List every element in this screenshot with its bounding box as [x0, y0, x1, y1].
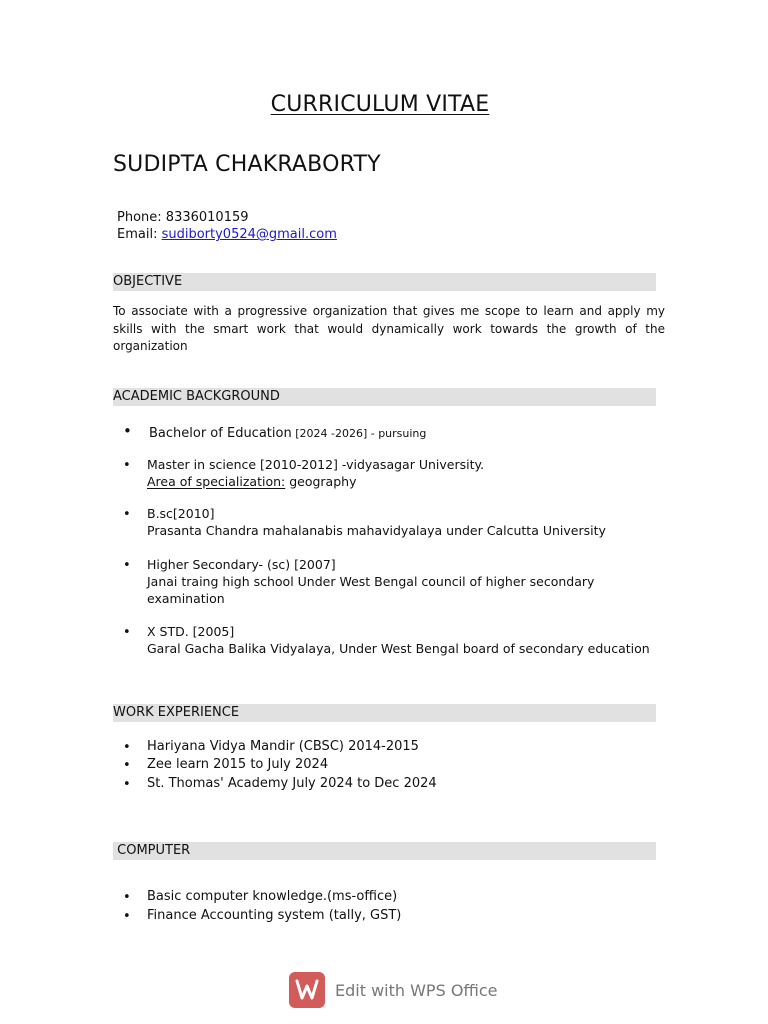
academic-institution-cont: examination	[147, 591, 225, 606]
bullet-icon: •	[123, 507, 131, 522]
phone-line	[117, 210, 249, 225]
email-link[interactable]: sudiborty0524@gmail.com	[161, 227, 337, 242]
wps-logo-icon	[289, 972, 325, 1008]
academic-institution: Prasanta Chandra mahalanabis mahavidyalaya under Calcutta University	[147, 523, 606, 538]
academic-item-msc	[147, 456, 484, 490]
computer-item: Finance Accounting system (tally, GST)	[147, 908, 402, 923]
section-header-work	[113, 704, 656, 722]
academic-institution: Janai traing high school Under West Bengal council of higher secondary	[147, 574, 595, 589]
section-header-academic	[113, 388, 656, 406]
document-title: CURRICULUM VITAE	[270, 92, 490, 117]
bullet-icon: •	[123, 909, 131, 924]
academic-item-hs	[147, 556, 594, 607]
bullet-icon: •	[123, 558, 131, 573]
bullet-icon: •	[123, 625, 131, 640]
wps-watermark[interactable]	[289, 972, 499, 1010]
computer-item: Basic computer knowledge.(ms-office)	[147, 889, 398, 904]
bullet-icon: •	[123, 758, 131, 773]
objective-text: To associate with a progressive organization that gives me scope to learn and apply my skills with the smart work that would dynamically work towards the growth of the organization	[113, 304, 665, 353]
candidate-name: SUDIPTA CHAKRABORTY	[113, 152, 381, 177]
section-title-work: WORK EXPERIENCE	[113, 705, 240, 720]
bullet-icon: •	[123, 422, 132, 440]
academic-degree: Master in science [2010-2012] -vidyasagar University.	[147, 457, 485, 472]
specialization-label: Area of specialization:	[147, 474, 286, 489]
section-title-computer: COMPUTER	[113, 843, 191, 858]
academic-degree: Bachelor of Education	[149, 426, 292, 441]
academic-institution: Garal Gacha Balika Vidyalaya, Under West Bengal board of secondary education	[147, 641, 650, 656]
bullet-icon: •	[123, 890, 131, 905]
bullet-icon: •	[123, 777, 131, 792]
section-header-objective	[113, 273, 656, 291]
work-item: Zee learn 2015 to July 2024	[147, 757, 329, 772]
email-label: Email:	[117, 227, 162, 242]
academic-degree: Higher Secondary- (sc) [2007]	[147, 557, 336, 572]
wps-watermark-text: Edit with WPS Office	[335, 981, 498, 1000]
phone-label: Phone:	[117, 210, 166, 225]
specialization-value: geography	[285, 474, 357, 489]
bullet-icon: •	[123, 740, 131, 755]
academic-period: [2024 -2026] - pursuing	[291, 427, 427, 440]
section-header-computer	[113, 842, 656, 860]
academic-degree: X STD. [2005]	[147, 624, 235, 639]
email-line	[117, 227, 337, 242]
section-title-academic: ACADEMIC BACKGROUND	[113, 389, 280, 404]
academic-specialization	[147, 473, 484, 490]
section-title-objective: OBJECTIVE	[113, 274, 183, 289]
phone-number: 8336010159	[165, 210, 249, 225]
academic-item-x	[147, 623, 650, 657]
academic-item-bed	[149, 424, 426, 442]
work-item: Hariyana Vidya Mandir (CBSC) 2014-2015	[147, 739, 419, 754]
academic-degree: B.sc[2010]	[147, 506, 215, 521]
work-item: St. Thomas' Academy July 2024 to Dec 2024	[147, 776, 437, 791]
bullet-icon: •	[123, 458, 131, 473]
academic-item-bsc	[147, 505, 606, 539]
